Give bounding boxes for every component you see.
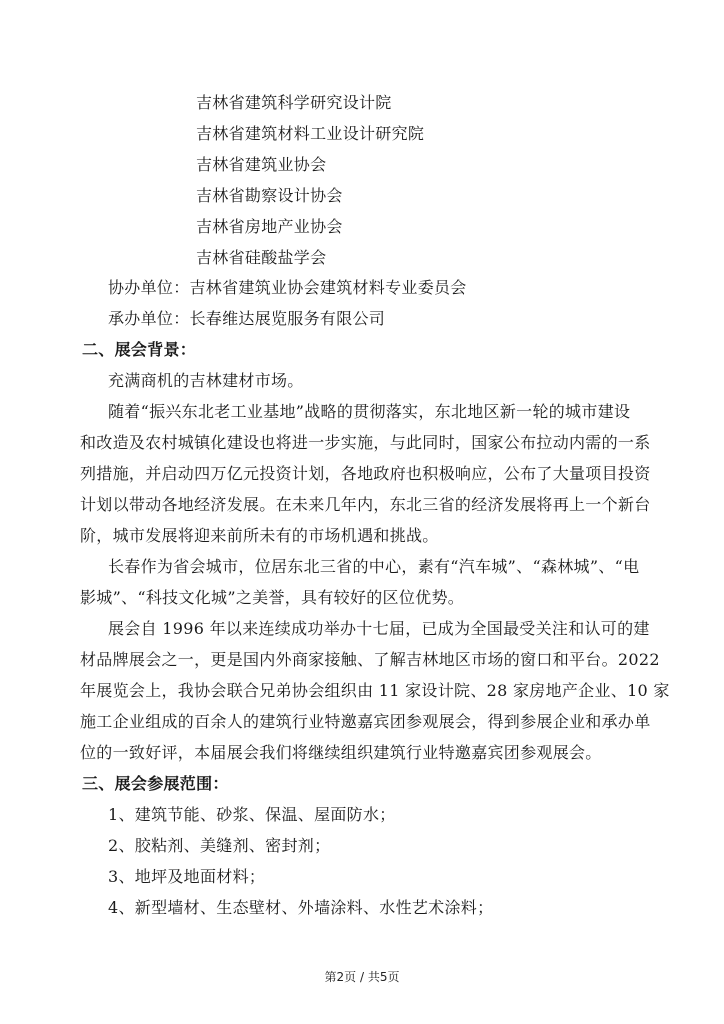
organizer-4: 吉林省勘察设计协会 xyxy=(196,186,343,205)
section-2-paragraph-1: 充满商机的吉林建材市场。 xyxy=(108,371,304,390)
paragraph-2-line: 随着“振兴东北老工业基地”战略的贯彻落实，东北地区新一轮的城市建设 xyxy=(108,402,631,421)
organizer-3: 吉林省建筑业协会 xyxy=(196,155,327,174)
paragraph-4-line: 施工企业组成的百余人的建筑行业特邀嘉宾团参观展会，得到参展企业和承办单 xyxy=(80,712,651,731)
paragraph-3-line: 影城”、“科技文化城”之美誉，具有较好的区位优势。 xyxy=(80,588,465,607)
organizer-2: 吉林省建筑材料工业设计研究院 xyxy=(196,124,425,143)
section-3-heading: 三、展会参展范围： xyxy=(82,774,229,793)
paragraph-4-line: 年展览会上，我协会联合兄弟协会组织由 11 家设计院、28 家房地产企业、10 家 xyxy=(80,681,670,700)
section-2-heading: 二、展会背景： xyxy=(82,340,197,359)
paragraph-2-line: 阶，城市发展将迎来前所未有的市场机遇和挑战。 xyxy=(80,526,439,545)
paragraph-4-line: 位的一致好评，本届展会我们将继续组织建筑行业特邀嘉宾团参观展会。 xyxy=(80,743,602,762)
page-number-footer: 第2页 / 共5页 xyxy=(324,970,400,984)
scope-item-1: 1、建筑节能、砂浆、保温、屋面防水； xyxy=(108,805,396,824)
paragraph-4-line: 展会自 1996 年以来连续成功举办十七届，已成为全国最受关注和认可的建 xyxy=(108,619,650,638)
co-organizer: 协办单位：吉林省建筑业协会建筑材料专业委员会 xyxy=(108,278,467,297)
paragraph-2-line: 列措施，并启动四万亿元投资计划，各地政府也积极响应，公布了大量项目投资 xyxy=(80,464,651,483)
organizer-6: 吉林省硅酸盐学会 xyxy=(196,248,327,267)
organizer-5: 吉林省房地产业协会 xyxy=(196,217,343,236)
paragraph-2-line: 和改造及农村城镇化建设也将进一步实施，与此同时，国家公布拉动内需的一系 xyxy=(80,433,651,452)
paragraph-4-line: 材品牌展会之一，更是国内外商家接触、了解吉林地区市场的窗口和平台。2022 xyxy=(80,650,660,669)
organizer-1: 吉林省建筑科学研究设计院 xyxy=(196,93,392,112)
scope-item-4: 4、新型墙材、生态壁材、外墙涂料、水性艺术涂料； xyxy=(108,898,494,917)
undertaker: 承办单位：长春维达展览服务有限公司 xyxy=(108,309,386,328)
paragraph-3-line: 长春作为省会城市，位居东北三省的中心，素有“汽车城”、“森林城”、“电 xyxy=(108,557,640,576)
scope-item-3: 3、地坪及地面材料； xyxy=(108,867,266,886)
paragraph-2-line: 计划以带动各地经济发展。在未来几年内，东北三省的经济发展将再上一个新台 xyxy=(80,495,651,514)
scope-item-2: 2、胶粘剂、美缝剂、密封剂； xyxy=(108,836,331,855)
